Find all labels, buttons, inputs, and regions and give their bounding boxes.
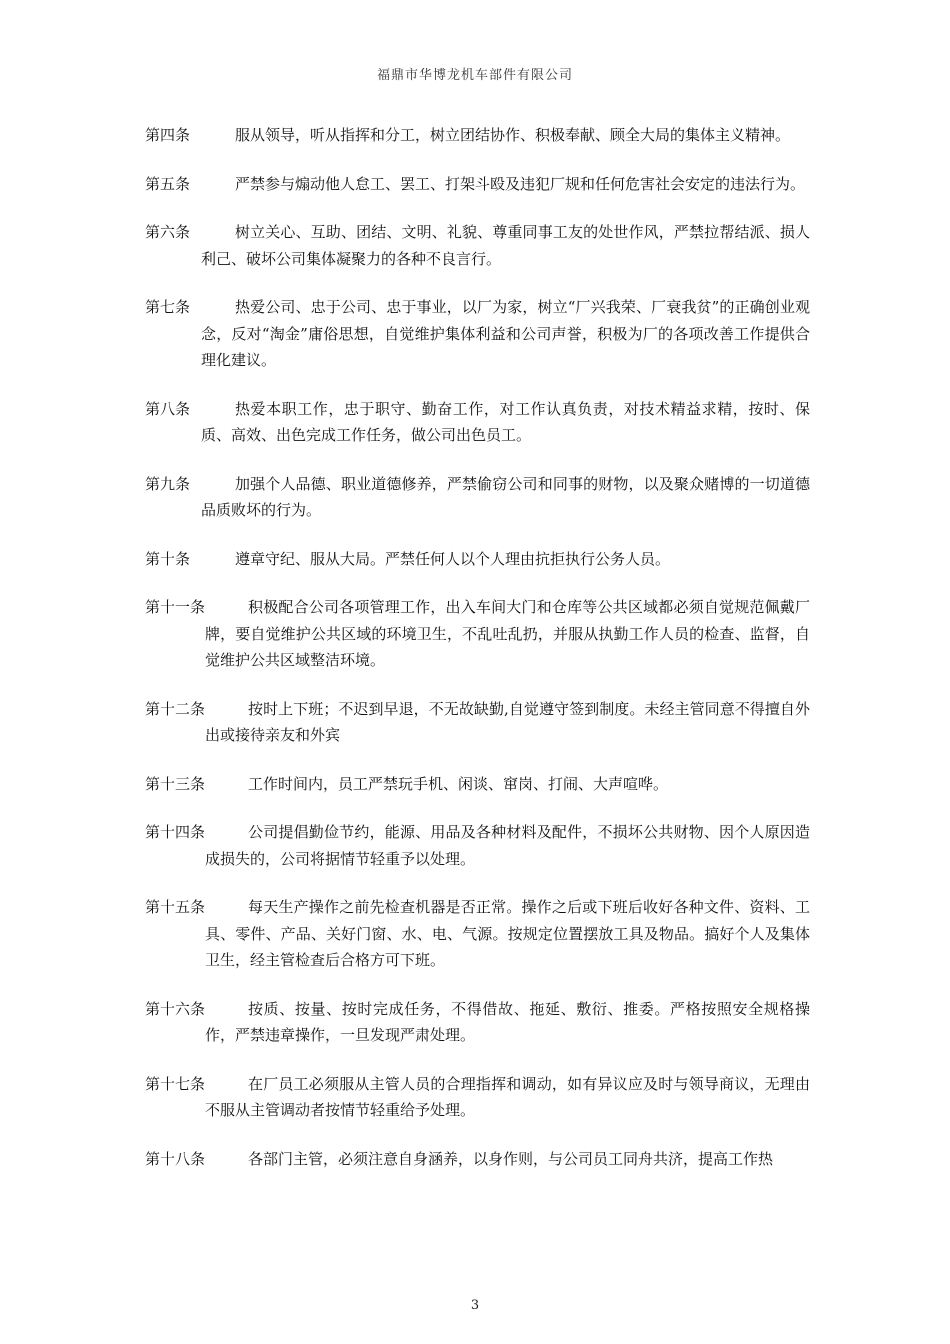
article-number: 第五条 xyxy=(145,174,191,193)
article-18 xyxy=(145,1146,810,1173)
article-15 xyxy=(145,894,810,974)
article-number: 第十三条 xyxy=(145,774,206,793)
article-list xyxy=(145,122,810,1194)
article-text: 每天生产操作之前先检查机器是否正常。操作之后或下班后收好各种文件、资料、工具、零件、产品、关好门窗、水、电、气源。按规定位置摆放工具及物品。搞好个人及集体卫生，经主管检查后合格方可下班。 xyxy=(205,898,810,969)
article-text: 按时上下班；不迟到早退，不无故缺勤,自觉遵守签到制度。未经主管同意不得擅自外出或接待亲友和外宾 xyxy=(205,699,810,744)
article-number: 第十条 xyxy=(145,549,191,568)
article-4 xyxy=(145,122,810,149)
article-11 xyxy=(145,594,810,674)
article-6 xyxy=(145,219,810,272)
article-10 xyxy=(145,546,810,573)
article-text: 服从领导，听从指挥和分工，树立团结协作、积极奉献、顾全大局的集体主义精神。 xyxy=(235,126,791,144)
article-number: 第十七条 xyxy=(145,1074,206,1093)
article-number: 第十六条 xyxy=(145,999,206,1018)
article-number: 第十八条 xyxy=(145,1149,206,1168)
article-number: 第十五条 xyxy=(145,898,206,916)
article-number: 第九条 xyxy=(145,474,191,493)
article-5 xyxy=(145,171,810,198)
article-8 xyxy=(145,396,810,449)
article-number: 第七条 xyxy=(145,298,191,316)
article-text: 在厂员工必须服从主管人员的合理指挥和调动，如有异议应及时与领导商议，无理由不服从主管调动者按情节轻重给予处理。 xyxy=(205,1074,810,1119)
article-7 xyxy=(145,294,810,374)
article-text: 工作时间内，员工严禁玩手机、闲谈、窜岗、打闹、大声喧哗。 xyxy=(248,774,669,793)
article-text: 热爱本职工作，忠于职守、勤奋工作，对工作认真负责，对技术精益求精，按时、保质、高效、出色完成工作任务，做公司出色员工。 xyxy=(201,399,810,444)
article-14 xyxy=(145,819,810,872)
article-text: 各部门主管，必须注意自身涵养，以身作则，与公司员工同舟共济，提高工作热 xyxy=(248,1149,774,1168)
article-16 xyxy=(145,996,810,1049)
article-text: 树立关心、互助、团结、文明、礼貌、尊重同事工友的处世作风，严禁拉帮结派、损人利己、破坏公司集体凝聚力的各种不良言行。 xyxy=(201,223,810,268)
article-text: 按质、按量、按时完成任务，不得借故、拖延、敷衍、推委。严格按照安全规格操作，严禁违章操作，一旦发现严肃处理。 xyxy=(205,999,810,1044)
article-text: 加强个人品德、职业道德修养，严禁偷窃公司和同事的财物，以及聚众赌博的一切道德品质败坏的行为。 xyxy=(201,474,810,519)
article-number: 第十一条 xyxy=(145,598,206,616)
article-number: 第十四条 xyxy=(145,823,206,841)
article-text: 积极配合公司各项管理工作，出入车间大门和仓库等公共区域都必须自觉规范佩戴厂牌，要自觉维护公共区域的环境卫生，不乱吐乱扔，并服从执勤工作人员的检查、监督，自觉维护公共区域整洁环境。 xyxy=(205,598,810,669)
company-header: 福鼎市华博龙机车部件有限公司 xyxy=(376,68,573,83)
article-13 xyxy=(145,771,810,798)
article-text: 公司提倡勤俭节约，能源、用品及各种材料及配件，不损坏公共财物、因个人原因造成损失的，公司将据情节轻重予以处理。 xyxy=(205,823,810,868)
article-17 xyxy=(145,1071,810,1124)
article-number: 第四条 xyxy=(145,126,191,144)
article-12 xyxy=(145,696,810,749)
article-9 xyxy=(145,471,810,524)
article-number: 第八条 xyxy=(145,399,191,418)
article-text: 遵章守纪、服从大局。严禁任何人以个人理由抗拒执行公务人员。 xyxy=(235,549,671,568)
article-number: 第六条 xyxy=(145,223,191,241)
article-text: 严禁参与煽动他人怠工、罢工、打架斗殴及违犯厂规和任何危害社会安定的违法行为。 xyxy=(235,174,806,193)
article-number: 第十二条 xyxy=(145,699,206,718)
article-text: 热爱公司、忠于公司、忠于事业，以厂为家，树立“厂兴我荣、厂衰我贫”的正确创业观念，反对“淘金”庸俗思想，自觉维护集体利益和公司声誉，积极为厂的各项改善工作提供合理化建议。 xyxy=(201,298,810,369)
page-number: 3 xyxy=(470,1298,480,1313)
